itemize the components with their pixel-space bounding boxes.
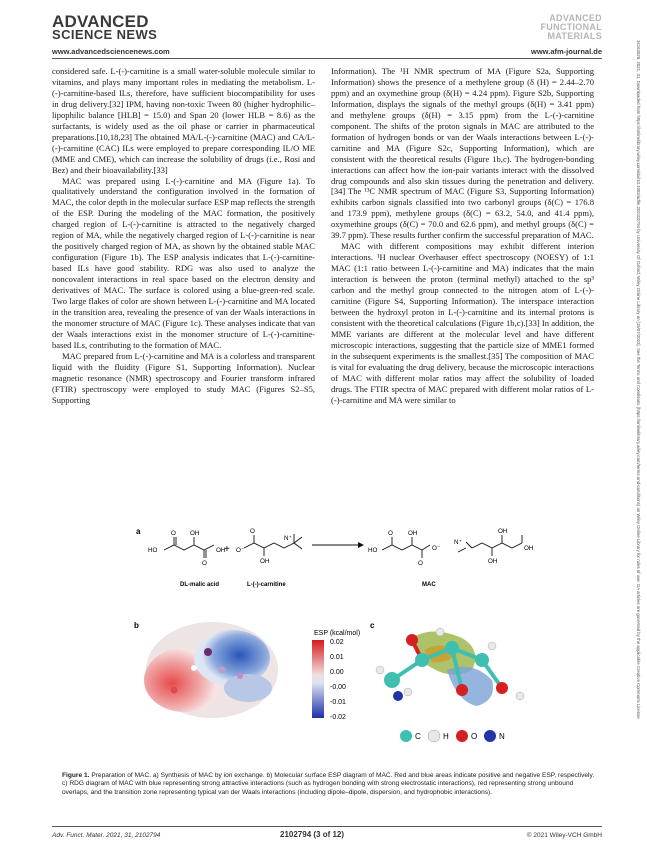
oh-label: OH bbox=[216, 547, 226, 554]
plus-sign: + bbox=[224, 544, 230, 555]
ho-label: HO bbox=[368, 547, 378, 554]
o-minus-label: O⁻ bbox=[432, 545, 441, 552]
reaction-arrow bbox=[312, 542, 364, 548]
oh-label: OH bbox=[408, 530, 418, 537]
product-label: MAC bbox=[422, 582, 436, 588]
legend-label-h: H bbox=[443, 732, 449, 741]
esp-scale-title: ESP (kcal/mol) bbox=[314, 630, 361, 637]
paragraph: MAC prepared from L-(-)-carnitine and MA is a colorless and transparent liquid with the fluidity (Figure S1, Supporting Information). Nuclear magnetic resonance (NMR) spectroscopy and Fourier transform infrared (FTIR) spectroscopy were employed to study MAC (Figures S2–S5, Supporting bbox=[52, 350, 315, 405]
figure-caption bbox=[62, 772, 597, 797]
journal-line2: FUNCTIONAL bbox=[540, 22, 602, 32]
legend-label-o: O bbox=[471, 732, 478, 741]
reactant2-label: L-(-)-carnitine bbox=[247, 582, 286, 588]
footer-rule bbox=[52, 826, 602, 827]
oh-label: OH bbox=[190, 530, 200, 537]
n-plus-label: N⁺ bbox=[454, 539, 462, 546]
mac-structure bbox=[382, 535, 522, 558]
esp-tick: 0.01 bbox=[330, 654, 344, 661]
legend-swatch-h bbox=[428, 730, 440, 742]
n-plus-label: N⁺ bbox=[284, 535, 292, 542]
ho-label: HO bbox=[148, 547, 158, 554]
o-minus-label: O⁻ bbox=[236, 547, 245, 554]
publisher-url[interactable]: www.advancedsciencenews.com bbox=[52, 47, 170, 56]
esp-tick: 0.00 bbox=[330, 669, 344, 676]
right-column bbox=[331, 66, 594, 406]
esp-tick: -0.00 bbox=[330, 684, 346, 691]
atom-legend bbox=[400, 730, 505, 742]
journal-logo bbox=[541, 14, 603, 41]
publisher-logo bbox=[52, 14, 157, 41]
malic-acid-structure bbox=[164, 537, 214, 558]
esp-color-scale bbox=[312, 640, 324, 718]
legend-label-n: N bbox=[499, 732, 505, 741]
panel-a-label: a bbox=[136, 527, 141, 536]
left-column bbox=[52, 66, 315, 406]
brand-line1: ADVANCED bbox=[52, 12, 149, 31]
caption-title: Figure 1. bbox=[62, 772, 90, 779]
oh-label: OH bbox=[488, 558, 498, 565]
brand-line2: SCIENCE NEWS bbox=[52, 27, 158, 42]
esp-surface bbox=[144, 622, 278, 718]
paragraph: MAC was prepared using L-(-)-carnitine and MA (Figure 1a). To qualitatively understand the configuration involved in the formation of MAC, the color depth in the molecular surface ESP map reflects the strength of the ESP. During the modeling of the MAC formation, the positively charged region of L-(-)-carnitine is attracted to the negatively charged region of MA, while the negatively charged region of L-(-)-carnitine is near the positively charged region of MA, as shown by the obtained stable MAC configuration (Figure 1b). The ESP analysis indicates that L-(-)-carnitine-based ILs have good stability. RDG was also used to analyze the noncovalent interactions in real space based on the electron density and derivatives of MAC. The surface is colored using a blue-green-red scale. Two large flakes of color are shown between L-(-)-carnitine and MA located in the transition area, revealing the presence of van der Waals interactions in the monomer structure of MAC (Figure 1c). These analyses indicate that van der Waals interactions exist in the monomer structure of L-(-)-carnitine-based ILs, contributing to the formation of MAC. bbox=[52, 175, 315, 350]
legend-swatch-o bbox=[456, 730, 468, 742]
citation: Adv. Funct. Mater. 2021, 31, 2102794 bbox=[52, 832, 161, 839]
oh-label: OH bbox=[260, 558, 270, 565]
esp-tick: 0.02 bbox=[330, 639, 344, 646]
carnitine-structure bbox=[244, 534, 302, 556]
header-rule bbox=[52, 58, 602, 59]
o-label: O bbox=[202, 560, 207, 567]
oh-label: OH bbox=[524, 545, 534, 552]
reactant1-label: DL-malic acid bbox=[180, 582, 220, 588]
o-label: O bbox=[171, 530, 176, 537]
paragraph: considered safe. L-(-)-carnitine is a small water-soluble molecule similar to vitamins, and plays many important roles in mediating the metabolism. L-(-)-carnitine-based ILs, therefore, have sufficient biocompatibility for uses in drug delivery.[32] IPM, having non-toxic Tween 80 (higher hydrophilic–lipophilic balance [HLB] = 15.0) and Span 20 (lower HLB = 8.6) as the surfactants, is widely used as the oil phase or carrier in pharmaceutical preparations.[10,18,23] The obtained MA/L-(-)-carnitine (MAC) and CA/L-(-)-carnitine (CAC) ILs were employed to prepare corresponding IL/O ME (MME and CME), which can increase the solubility of drugs (i.e., Rosi and Bez) and their bioavailability.[33] bbox=[52, 66, 315, 175]
copyright: © 2021 Wiley-VCH GmbH bbox=[526, 832, 602, 839]
o-label: O bbox=[250, 528, 255, 535]
page-number: 2102794 (3 of 12) bbox=[280, 830, 345, 839]
oh-label: OH bbox=[498, 528, 508, 535]
esp-tick: -0.01 bbox=[330, 699, 346, 706]
panel-b-label: b bbox=[134, 621, 139, 630]
journal-line3: MATERIALS bbox=[547, 31, 602, 41]
caption-text: Preparation of MAC. a) Synthesis of MAC by ion exchange. b) Molecular surface ESP diagram of MAC. Red and blue areas indicate positive and negative ESP, respectively. c) RDG diagram of MAC with blue representing strong attractive interactions (such as hydrogen bonding with strong electrostatic interactions), red representing strong unbound overlaps, and the transition zone representing typical van der Waals interactions (including dipole–dipole, dispersion, and hydrophobic interactions). bbox=[62, 772, 595, 796]
esp-scale-ticks bbox=[330, 639, 346, 721]
journal-url[interactable]: www.afm-journal.de bbox=[531, 47, 602, 56]
o-label: O bbox=[418, 560, 423, 567]
panel-c-label: c bbox=[370, 621, 375, 630]
legend-swatch-c bbox=[400, 730, 412, 742]
paragraph: MAC with different compositions may exhibit different interion interactions. ¹H nuclear Overhauser effect spectroscopy (NOESY) of 1:1 MAC (1:1 ratio between L-(-)-carnitine and MA) indicates that the main interaction is between the proton (terminal methyl) attached to the sp³ carbon and the methyl group connected to the nitrogen atom of L-(-)-carnitine (Figure S4, Supporting Information). The interspace interaction between the hydroxyl proton in L-(-)-carnitine and its internal protons is consistent with the theoretical calculations (Figure 1b,c).[33] In addition, the MME variants are different at the molecular level and have different microscopic interactions, suggesting that the particle size of MME1 formed in the subsequent experiments is the smallest.[35] The composition of MAC is vital for evaluating the drug delivery, because the microscopic interactions of MAC with different molar ratios may affect the solubility of loaded drugs. The FTIR spectra of MAC prepared with different molar ratios of L-(-)-carnitine and MA were similar to bbox=[331, 241, 594, 405]
legend-swatch-n bbox=[484, 730, 496, 742]
o-label: O bbox=[388, 530, 393, 537]
journal-line1: ADVANCED bbox=[549, 13, 602, 23]
legend-label-c: C bbox=[415, 732, 421, 741]
download-notice: 16163028, 2021, 31, Downloaded from https://onlinelibrary.wiley.com/doi/10.1002/adfm.202102794 by University Of Oxford, Wiley Online Library on [15/07/2023]. See the Terms and Conditions (https://onlinelibrary.wiley.com/terms-and-conditions) on Wiley Online Library for rules of use; OA articles are governed by the applicable Creative Commons License bbox=[636, 40, 641, 719]
rdg-molecule bbox=[376, 628, 524, 706]
esp-tick: -0.02 bbox=[330, 714, 346, 721]
paragraph: Information). The ¹H NMR spectrum of MA (Figure S2a, Supporting Information) shows the presence of a methylene group (δ (H) = 2.44–2.70 ppm) and an oxymethine group (δ(H) = 4.24 ppm). Figure S2b, Supporting Information, displays the signals of the methyl groups (δ(H) = 3.41 ppm) and methylene groups (δ(H) = 3.15 ppm) from the L-(-)-carnitine component. The shifts of the proton signals in MAC are attributed to the formation of hydrogen bonds or van der Waals interactions between L-(-)-carnitine and MA (Figure S2c, Supporting Information), which are consistent with the theoretical results (Figure 1b,c). The hydrogen-bonding interactions can affect how the ion-pair variants interact with the dissolved drug compounds and also skin tissues during the penetration and delivery.[34] The ¹³C NMR spectrum of MAC (Figure S3, Supporting Information) exhibits carbon signals classified into two carbonyl groups (δ(C) = 176.8 and 173.9 ppm), methylene groups (δ(C) = 63.2, 54.0, and 41.4 ppm), oxymethine groups (δ(C) = 70.0 and 62.6 ppm), and methyl groups (δ(C) = 39.7 ppm). These results further confirm the successful preparation of MAC. bbox=[331, 66, 594, 241]
